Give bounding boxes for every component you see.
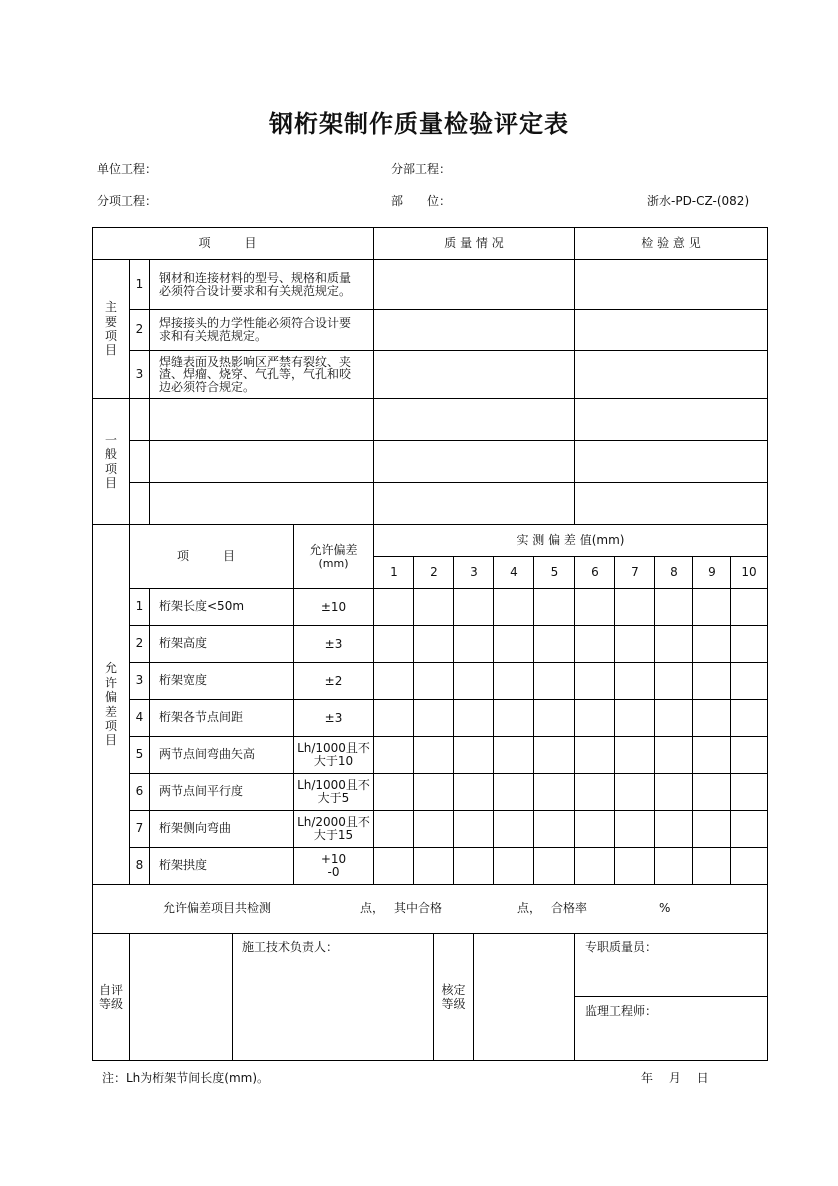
tolerance-items-group-label: 允 许 偏 差 项 目: [104, 661, 117, 748]
footer-note: 注：Lh为桁架节间长度(mm)。: [102, 1071, 270, 1085]
measured-column-header: 6: [591, 564, 599, 579]
measured-column-header: 10: [741, 564, 757, 579]
verify-label: 核定 等级: [441, 982, 466, 1011]
division-project-label: 分部工程：: [391, 162, 452, 176]
form-code: 浙水-PD-CZ-(082): [647, 194, 750, 208]
tolerance-row-item: 桁架长度<50m: [159, 599, 245, 614]
tolerance-row-no: 3: [135, 673, 144, 688]
self-eval-label: 自评 等级: [98, 982, 123, 1011]
tech-lead-label: 施工技术负责人：: [242, 940, 339, 955]
quality-officer-label: 专职质量员：: [585, 940, 658, 955]
form-title: 钢桁架制作质量检验评定表: [269, 110, 569, 138]
header-quality: 质 量 情 况: [444, 235, 504, 250]
summary-percent: %: [659, 901, 671, 916]
tolerance-row-no: 4: [135, 710, 144, 725]
tolerance-row-value: Lh/1000且不 大于10: [297, 741, 370, 768]
tolerance-row-no: 8: [135, 858, 144, 873]
measured-column-header: 5: [550, 564, 559, 579]
unit-project-label: 单位工程：: [97, 162, 158, 176]
main-items-group-label: 主 要 项 目: [104, 300, 117, 358]
tolerance-row-no: 1: [135, 599, 144, 614]
main-item-3-no: 3: [135, 366, 144, 381]
tolerance-row-value: ±3: [324, 636, 343, 651]
tolerance-row-value: ±2: [324, 673, 343, 688]
main-item-1-text: 钢材和连接材料的型号、规格和质量必须符合设计要求和有关规范规定。: [159, 270, 352, 298]
measured-column-header: 3: [470, 564, 478, 579]
tolerance-row-value: ±10: [320, 599, 347, 614]
main-item-3-text: 焊缝表面及热影响区严禁有裂纹、夹渣、焊瘤、烧穿、气孔等，气孔和咬边必须符合规定。: [159, 354, 352, 394]
tolerance-item-header: 项 目: [176, 548, 246, 563]
tolerance-row-item: 桁架侧向弯曲: [159, 821, 232, 836]
main-item-1-no: 1: [135, 276, 144, 291]
tolerance-row-no: 2: [135, 636, 144, 651]
summary-points-label: 点，: [360, 901, 385, 916]
sub-item-project-label: 分项工程：: [97, 194, 158, 208]
tolerance-row-value: Lh/2000且不 大于15: [297, 815, 370, 842]
tolerance-row-item: 两节点间平行度: [159, 784, 244, 799]
tolerance-value-header: 允许偏差 (mm): [309, 542, 358, 571]
tolerance-row-item: 桁架拱度: [159, 858, 208, 873]
footer-date: 年 月 日: [641, 1071, 709, 1085]
measured-column-header: 8: [670, 564, 678, 579]
tolerance-row-value: +10 -0: [320, 852, 347, 879]
general-items-group-label: 一 般 项 目: [104, 432, 117, 490]
tolerance-row-no: 5: [135, 747, 144, 762]
header-item: 项 目: [198, 235, 268, 250]
tolerance-row-item: 桁架高度: [159, 636, 208, 651]
tolerance-row-item: 桁架宽度: [159, 673, 208, 688]
summary-qualified-label: 其中合格: [394, 901, 443, 916]
tolerance-row-value: ±3: [324, 710, 343, 725]
measured-column-header: 4: [510, 564, 518, 579]
tolerance-row-no: 6: [135, 784, 144, 799]
tolerance-row-value: Lh/1000且不 大于5: [297, 778, 370, 805]
header-opinion: 检 验 意 见: [641, 235, 701, 250]
tolerance-row-item: 桁架各节点间距: [159, 710, 244, 725]
measured-deviation-header: 实 测 偏 差 值(mm): [516, 532, 625, 547]
main-item-2-no: 2: [135, 322, 144, 337]
summary-points2-label: 点，: [517, 901, 542, 916]
position-label: 部 位：: [391, 194, 452, 208]
measured-column-header: 1: [390, 564, 398, 579]
supervisor-label: 监理工程师：: [585, 1004, 658, 1019]
measured-column-header: 2: [430, 564, 438, 579]
main-item-2-text: 焊接接头的力学性能必须符合设计要求和有关规范规定。: [159, 316, 352, 343]
summary-checked-label: 允许偏差项目共检测: [163, 901, 272, 916]
tolerance-row-item: 两节点间弯曲矢高: [159, 747, 256, 762]
measured-column-header: 9: [708, 564, 716, 579]
tolerance-row-no: 7: [135, 821, 144, 836]
summary-rate-label: 合格率: [551, 901, 588, 916]
measured-column-header: 7: [631, 564, 639, 579]
